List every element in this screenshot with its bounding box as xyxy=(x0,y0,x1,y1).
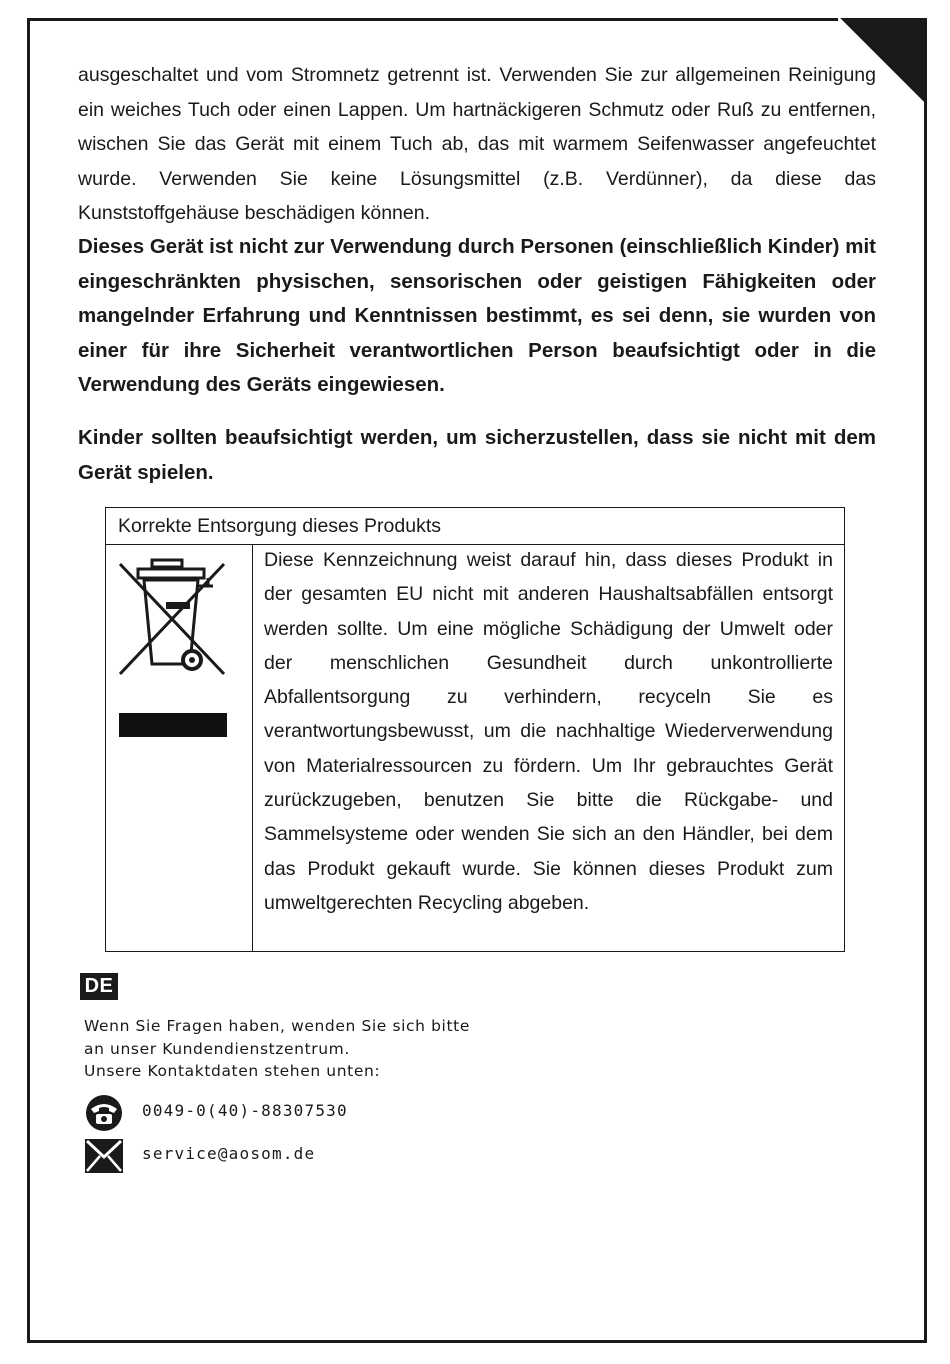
persons-warning: Dieses Gerät ist nicht zur Verwendung durch Personen (einschließlich Kinder) mit eingeschränkten physischen, sensorischen oder geistigen Fähigkeiten oder mangelnder Erfahrung und Kenntnissen bestimmt, es sei denn, sie wurden von einer für ihre Sicherheit verantwortlichen Person beaufsichtigt oder in die Verwendung des Geräts eingewiesen. xyxy=(78,235,876,396)
children-warning: Kinder sollten beaufsichtigt werden, um sicherzustellen, dass sie nicht mit dem Gerät spielen. xyxy=(78,426,876,484)
contact-line: Wenn Sie Fragen haben, wenden Sie sich bitte xyxy=(84,1017,470,1035)
disposal-text: Diese Kennzeichnung weist darauf hin, dass dieses Produkt in der gesamten EU nicht mit anderen Haushaltsabfällen entsorgt werden sollte. Um eine mögliche Schädigung der Umwelt oder der menschlichen Gesundheit durch unkontrollierte Abfallentsorgung zu verhindern, recyceln Sie es verantwortungsbewusst, um die nachhaltige Wiederverwendung von Materialressourcen zu fördern. Um Ihr gebrauchtes Gerät zurückzugeben, benutzen Sie bitte die Rückgabe- und Sammelsysteme oder wenden Sie sich an den Händler, bei dem das Produkt gekauft wurde. Sie können dieses Produkt zum umweltgerechten Recycling abgeben. xyxy=(264,549,833,914)
disposal-title: Korrekte Entsorgung dieses Produkts xyxy=(118,515,442,537)
envelope-icon xyxy=(85,1137,123,1173)
contact-info xyxy=(84,1015,470,1083)
weee-bar xyxy=(119,713,227,737)
cleaning-paragraph: ausgeschaltet und vom Stromnetz getrennt ist. Verwenden Sie zur allgemeinen Reinigung ein weiches Tuch oder einen Lappen. Um hartnäckigeren Schmutz oder Ruß zu entfernen, wischen Sie das Gerät mit einem Tuch ab, das mit warmem Seifenwasser angefeuchtet wurde. Verwenden Sie keine Lösungsmittel (z.B. Verdünner), da diese das Kunststoffgehäuse beschädigen können. xyxy=(78,64,876,224)
language-badge: DE xyxy=(80,973,118,1000)
divider xyxy=(252,544,253,951)
contact-line: an unser Kundendienstzentrum. xyxy=(84,1039,350,1058)
phone-number: 0049-0(40)-88307530 xyxy=(142,1101,348,1120)
email-address: service@aosom.de xyxy=(142,1144,316,1163)
crossed-out-wheelie-bin-icon xyxy=(116,556,228,686)
disposal-box xyxy=(105,507,845,952)
telephone-icon xyxy=(84,1094,124,1132)
contact-line: Unsere Kontaktdaten stehen unten: xyxy=(84,1062,381,1080)
